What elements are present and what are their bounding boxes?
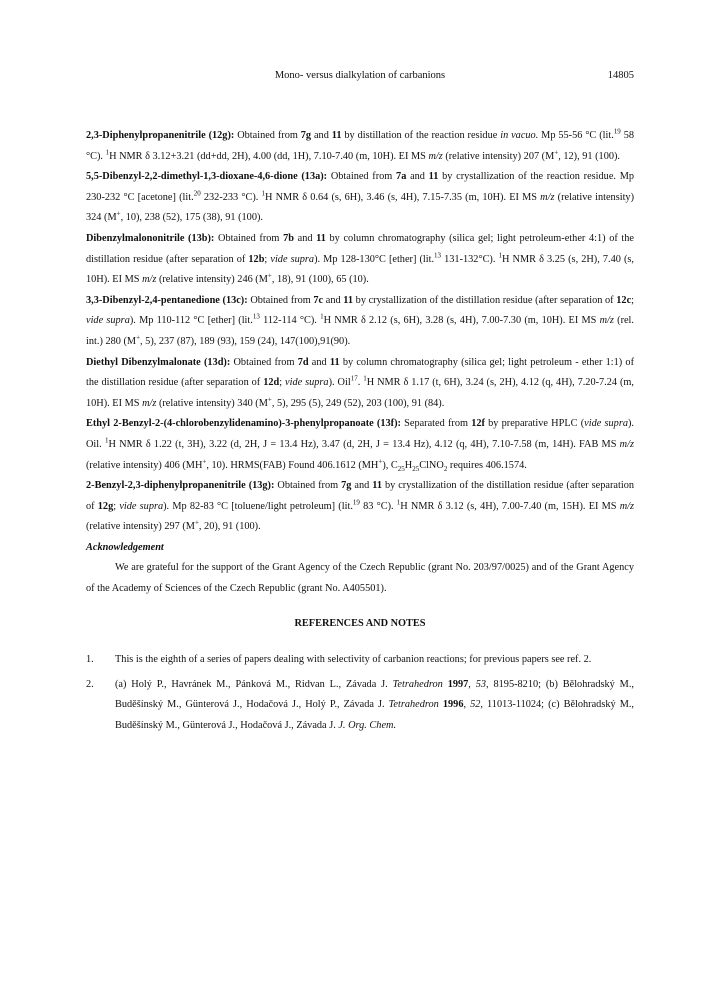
reference-text: (a) Holý P., Havránek M., Pánková M., Ridvan L., Závada J. Tetrahedron 1997, 53, 8195-8210; (b) Bělohradský M., Buděšínský M., Günterová J., Hodačová J., Holý P., Závada J. Tetrahedron 1996, 52, 11013-11024; (c) Bělohradský M., Buděšínský M., Günterová J., Hodačová J., Závada J. J. Org. Chem. — [115, 678, 634, 732]
compound-description: Obtained from 7g and 11 by crystallization of the distillation residue (after separation of 12g; vide supra). Mp 82-83 °C [toluene/light petroleum] (lit.$^{19}$ 83 °C). $^1$H NMR δ 3.12 (s, 4H), 7.00-7.40 (m, 15H). EI MS m/z (relative intensity) 297 (M+, 20), 91 (100). — [86, 480, 635, 533]
compound-name: 2,3-Diphenylpropanenitrile (12g): — [86, 130, 235, 141]
acknowledgement-text: We are grateful for the support of the Grant Agency of the Czech Republic (grant No. 203/97/0025) and of the Grant Agency of the Academy of Sciences of the Czech Republic (grant No. A405501). — [86, 562, 634, 595]
compound-entry — [86, 229, 634, 291]
compound-name: Dibenzylmalononitrile (13b): — [86, 232, 215, 244]
compound-name: 2-Benzyl-2,3-diphenylpropanenitrile (13g): — [86, 480, 275, 492]
reference-number: 1. — [86, 654, 94, 666]
compound-entry — [86, 476, 634, 538]
running-header — [86, 70, 634, 90]
reference-item — [86, 650, 634, 671]
compound-description: Obtained from 7b and 11 by column chromatography (silica gel; light petroleum-ether 4:1) of the distillation residue (after separation of 12b; vide supra). Mp 128-130°C [ether] (lit.$^{13}$ 131-132°C). $^1$H NMR δ 3.25 (s, 2H), 7.40 (s, 10H). EI MS m/z (relative intensity) 246 (M+, 18), 91 (100), 65 (10). — [86, 232, 635, 286]
compound-description: Separated from 12f by preparative HPLC (vide supra). Oil. $^1$H NMR δ 1.22 (t, 3H), 3.22 (d, 2H, J = 13.4 Hz), 3.47 (d, 2H, J = 13.4 Hz), 4.12 (q, 4H), 7.10-7.58 (m, 14H). FAB MS m/z (relative intensity) 406 (MH+, 10). HRMS(FAB) Found 406.1612 (MH+), $C_{25}H_{25}ClNO_2$ requires 406.1574. — [86, 418, 634, 473]
compound-entry — [86, 126, 634, 167]
compound-entry — [86, 353, 634, 415]
compound-name: Ethyl 2-Benzyl-2-(4-chlorobenzylidenamino)-3-phenylpropanoate (13f): — [86, 418, 401, 430]
acknowledgement-heading: Acknowledgement — [86, 541, 164, 553]
compound-name: 5,5-Dibenzyl-2,2-dimethyl-1,3-dioxane-4,6-dione (13a): — [86, 171, 328, 183]
article-body — [86, 126, 634, 737]
reference-item — [86, 675, 634, 737]
page-number: 14805 — [607, 70, 634, 81]
compound-description: Obtained from 7g and 11 by distillation of the reaction residue in vacuo. Mp 55-56 °C (lit.$^{19}$ 58 °C). $^1$H NMR δ 3.12+3.21 (dd+dd, 2H), 4.00 (dd, 1H), 7.10-7.40 (m, 10H). EI MS m/z (relative intensity) 207 (M+, 12), 91 (100). — [86, 127, 634, 162]
reference-text: This is the eighth of a series of papers dealing with selectivity of carbanion reactions; for previous papers see ref. 2. — [115, 654, 592, 666]
compound-entry — [86, 167, 634, 229]
page — [86, 70, 634, 741]
compound-name: 3,3-Dibenzyl-2,4-pentanedione (13c): — [86, 294, 248, 306]
compound-description: Obtained from 7d and 11 by column chromatography (silica gel; light petroleum - ether 1:1) of the distillation residue (after separation of 12d; vide supra). Oil$^{17}$. $^1$H NMR δ 1.17 (t, 6H), 3.24 (s, 2H), 4.12 (q, 4H), 7.20-7.24 (m, 10H). EI MS m/z (relative intensity) 340 (M+, 5), 295 (5), 249 (52), 203 (100), 91 (84). — [86, 356, 635, 409]
experimental-entries — [86, 126, 634, 538]
references-heading: REFERENCES AND NOTES — [294, 617, 426, 629]
running-title: Mono- versus dialkylation of carbanions — [274, 70, 446, 81]
compound-description: Obtained from 7a and 11 by crystallization of the reaction residue. Mp 230-232 °C [acetone] (lit.$^{20}$ 232-233 °C). $^1$H NMR δ 0.64 (s, 6H), 3.46 (s, 4H), 7.15-7.35 (m, 10H). EI MS m/z (relative intensity) 324 (M+, 10), 238 (52), 175 (38), 91 (100). — [86, 171, 635, 224]
reference-list — [86, 650, 634, 736]
compound-name: Diethyl Dibenzylmalonate (13d): — [86, 356, 231, 368]
compound-entry — [86, 414, 634, 476]
reference-number: 2. — [86, 678, 94, 690]
compound-description: Obtained from 7c and 11 by crystallization of the distillation residue (after separation of 12c; vide supra). Mp 110-112 °C [ether] (lit.$^{13}$ 112-114 °C). $^1$H NMR δ 2.12 (s, 6H), 3.28 (s, 4H), 7.00-7.30 (m, 10H). EI MS m/z (rel. int.) 280 (M+, 5), 237 (87), 189 (93), 159 (24), 147(100),91(90). — [86, 294, 635, 347]
compound-entry — [86, 291, 634, 353]
